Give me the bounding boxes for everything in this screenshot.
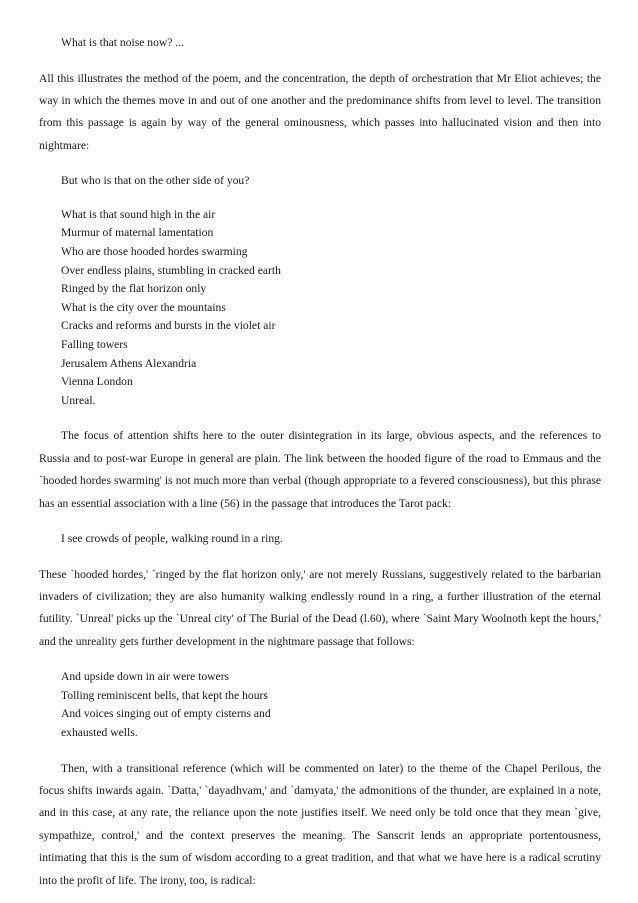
paragraph-focus-of-attention: The focus of attention shifts here to the outer disintegration in its large, obvious aspects, and the references to Russia and to post-war Europe in general are plain. The link between the hooded figure of the road to Emmaus and the `hooded hordes swarming' is not much more than verbal (though appropriate to a fevered consciousness), but this phrase has an essential association with a line (56) in the passage that introduces the Tarot pack:	[39, 429, 601, 510]
quote-line: Murmur of maternal lamentation	[61, 226, 214, 240]
quote-line: What is that noise now? ...	[61, 36, 184, 49]
quote-line: What is that sound high in the air	[61, 207, 216, 221]
quote-line: And voices singing out of empty cisterns and	[61, 707, 271, 721]
quote-line: Vienna London	[61, 375, 133, 389]
quote-line: Unreal.	[61, 393, 96, 407]
paragraph-hooded-hordes: These `hooded hordes,' `ringed by the flat horizon only,' are not merely Russians, suggestively related to the barbarian invaders of civilization; they are also humanity walking endlessly round in a ring, a further illustration of the eternal futility. `Unreal' picks up the `Unreal city' of The Burial of the Dead (l.60), where `Saint Mary Woolnoth kept the hours,' and the unreality gets further development in the nightmare passage that follows:	[39, 567, 601, 648]
paragraph-method-of-poem: All this illustrates the method of the poem, and the concentration, the depth of orchestration that Mr Eliot achieves; the way in which the themes move in and out of one another and the predominance shifts from level to level. The transition from this passage is again by way of the general ominousness, which passes into hallucinated vision and then into nightmare:	[39, 71, 601, 152]
quote-block-upside-down	[39, 668, 601, 742]
quote-line: Ringed by the flat horizon only	[61, 282, 207, 296]
quote-line: Jerusalem Athens Alexandria	[61, 356, 197, 370]
quote-line: Who are those hooded hordes swarming	[61, 245, 248, 258]
quote-line: Tolling reminiscent bells, that kept the hours	[61, 688, 268, 702]
quote-block-what-is-that-sound	[39, 206, 601, 411]
quote-line: What is the city over the mountains	[61, 300, 226, 314]
quote-line: exhausted wells.	[61, 725, 138, 739]
quote-line: Over endless plains, stumbling in cracked earth	[61, 263, 281, 277]
quote-line: And upside down in air were towers	[61, 670, 230, 684]
quote-line: Cracks and reforms and bursts in the violet air	[61, 319, 276, 333]
quote-line: But who is that on the other side of you?	[61, 174, 250, 188]
paragraph-chapel-perilous: Then, with a transitional reference (which will be commented on later) to the theme of the Chapel Perilous, the focus shifts inwards again. `Datta,' `dayadhvam,' and `damyata,' the admonitions of the thunder, are explained in a note, and in this case, at any rate, the reliance upon the note justifies itself. We need only be told once that they mean `give, sympathize, control,' and the context preserves the meaning. The Sanscrit lends an appropriate portentousness, intimating that this is the sum of wisdom according to a great tradition, and that what we have here is a radical scrutiny into the profit of life. The irony, too, is radical:	[39, 761, 601, 887]
quote-line: I see crowds of people, walking round in a ring.	[61, 531, 283, 545]
quote-line: Falling towers	[61, 337, 128, 351]
document-page	[39, 34, 601, 892]
